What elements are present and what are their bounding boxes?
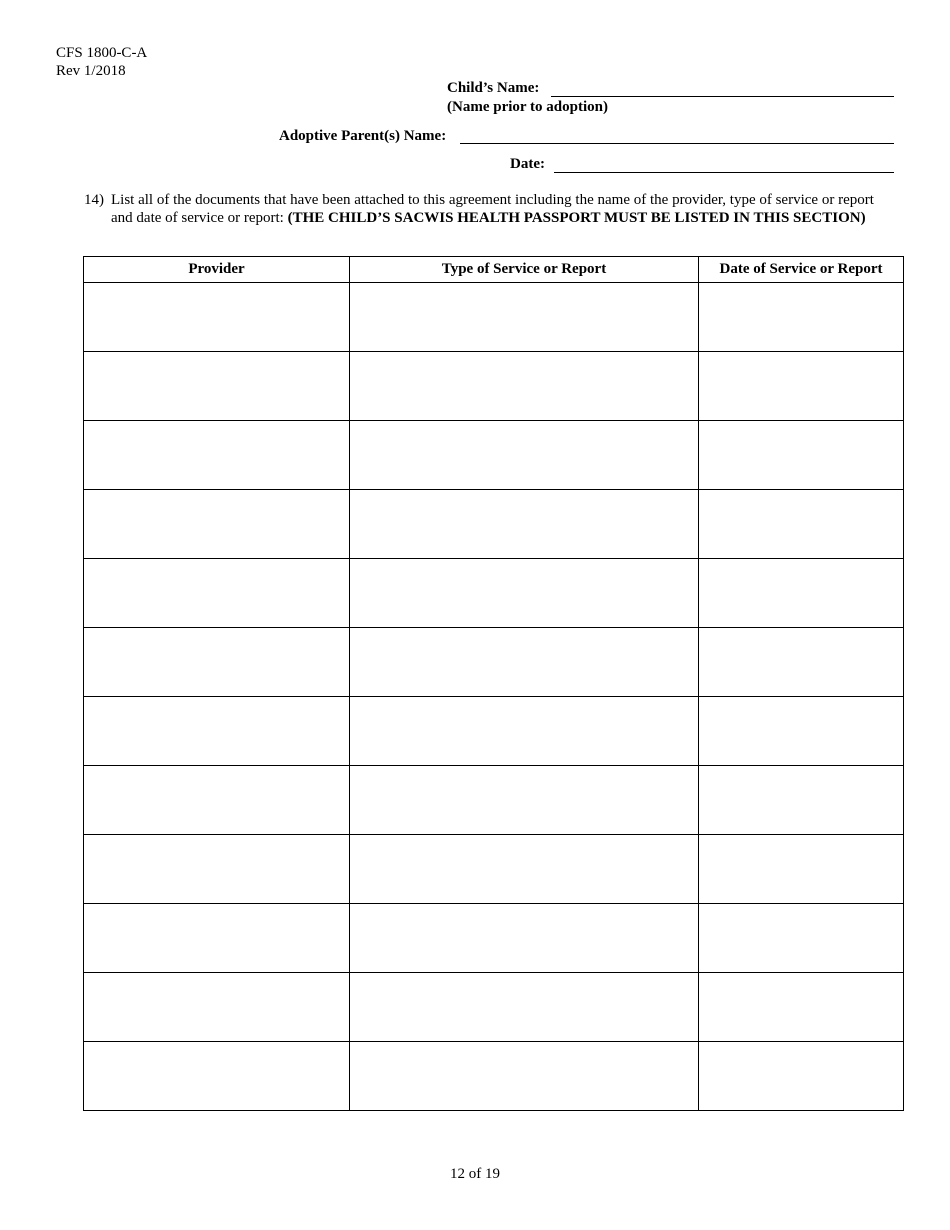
table-row [84,421,904,490]
provider-cell[interactable] [84,1042,350,1111]
type-cell[interactable] [350,283,699,352]
date-cell[interactable] [699,421,904,490]
child-name-note: (Name prior to adoption) [447,99,608,115]
table-row [84,697,904,766]
table-row [84,559,904,628]
table-row [84,283,904,352]
column-header-provider: Provider [84,257,350,283]
provider-cell[interactable] [84,490,350,559]
type-cell[interactable] [350,490,699,559]
instruction-14 [84,191,874,227]
table-row [84,352,904,421]
table-row [84,490,904,559]
table-row [84,835,904,904]
type-cell[interactable] [350,835,699,904]
column-header-date: Date of Service or Report [699,257,904,283]
instruction-text: List all of the documents that have been attached to this agreement including the name of the provider, type of service or report and date of service or report: [111,192,874,226]
date-cell[interactable] [699,559,904,628]
table-row [84,973,904,1042]
provider-cell[interactable] [84,973,350,1042]
date-cell[interactable] [699,766,904,835]
date-cell[interactable] [699,352,904,421]
date-cell[interactable] [699,490,904,559]
date-cell[interactable] [699,283,904,352]
type-cell[interactable] [350,352,699,421]
table-row [84,766,904,835]
type-cell[interactable] [350,628,699,697]
form-id-block [56,44,147,80]
table-row [84,1042,904,1111]
provider-cell[interactable] [84,628,350,697]
child-name-label: Child’s Name: [447,80,540,96]
documents-table [83,256,904,1111]
date-cell[interactable] [699,835,904,904]
provider-cell[interactable] [84,421,350,490]
provider-cell[interactable] [84,352,350,421]
type-cell[interactable] [350,559,699,628]
provider-cell[interactable] [84,835,350,904]
adoptive-parent-label: Adoptive Parent(s) Name: [279,128,447,144]
provider-cell[interactable] [84,697,350,766]
adoptive-parent-field[interactable] [460,143,894,144]
form-revision: Rev 1/2018 [56,63,126,79]
child-name-field[interactable] [551,96,894,97]
column-header-type: Type of Service or Report [350,257,699,283]
instruction-bold-text: (THE CHILD’S SACWIS HEALTH PASSPORT MUST BE LISTED IN THIS SECTION) [287,210,866,226]
date-cell[interactable] [699,973,904,1042]
date-label: Date: [510,156,545,172]
date-cell[interactable] [699,697,904,766]
type-cell[interactable] [350,697,699,766]
date-cell[interactable] [699,904,904,973]
table-row [84,628,904,697]
provider-cell[interactable] [84,559,350,628]
provider-cell[interactable] [84,904,350,973]
instruction-number: 14) [84,192,104,208]
type-cell[interactable] [350,421,699,490]
type-cell[interactable] [350,973,699,1042]
provider-cell[interactable] [84,766,350,835]
form-number: CFS 1800-C-A [56,45,148,61]
date-field[interactable] [554,172,894,173]
instruction-text-block [111,191,874,227]
type-cell[interactable] [350,1042,699,1111]
type-cell[interactable] [350,766,699,835]
provider-cell[interactable] [84,283,350,352]
page-number: 12 of 19 [450,1166,500,1182]
table-header-row [84,257,904,283]
date-cell[interactable] [699,628,904,697]
date-cell[interactable] [699,1042,904,1111]
type-cell[interactable] [350,904,699,973]
table-row [84,904,904,973]
